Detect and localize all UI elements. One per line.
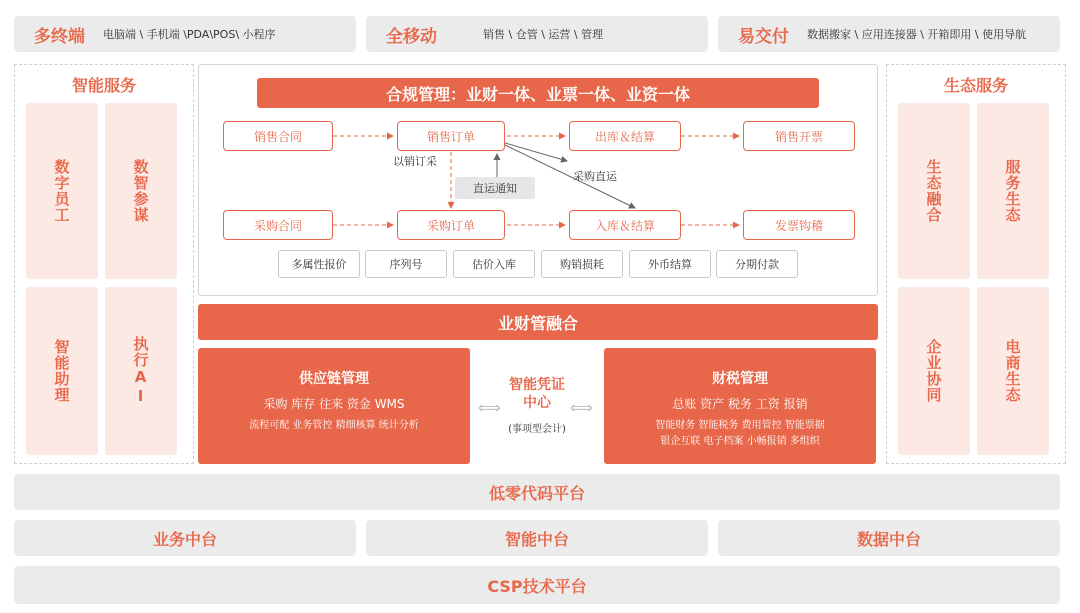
finance-tax-title: 财税管理: [712, 371, 768, 387]
node-sales-order: 销售订单: [397, 121, 505, 151]
smart-middle-platform: 智能中台: [366, 520, 708, 556]
feature-chip: 购销损耗: [541, 250, 623, 278]
smart-service-title: 智能服务: [71, 76, 136, 95]
top-card-title: 全移动: [386, 26, 437, 47]
top-card-desc: 电脑端 \ 手机端 \PDA\POS\ 小程序: [103, 28, 276, 41]
feature-chip: 多属性报价: [278, 250, 360, 278]
smart-service-panel: [14, 64, 194, 464]
node-sales-contract: 销售合同: [223, 121, 333, 151]
card-label: 数字员工: [52, 159, 71, 223]
supply-chain-line1: 采购 库存 往来 资金 WMS: [263, 397, 405, 411]
direct-notice-box: 直运通知: [455, 177, 535, 199]
node-purchase-contract: 采购合同: [223, 210, 333, 240]
card-label: 智能助理: [52, 339, 71, 403]
fusion-bar: 业财管融合: [198, 304, 878, 340]
supply-chain-title: 供应链管理: [299, 371, 369, 387]
voucher-title-line1: 智能凭证: [509, 377, 565, 393]
csp-platform: CSP技术平台: [14, 566, 1060, 604]
card-smart-advisor: [105, 103, 177, 279]
top-card-title: 易交付: [738, 26, 789, 47]
eco-service-panel: [886, 64, 1066, 464]
node-purchase-order: 采购订单: [397, 210, 505, 240]
business-middle-platform: 业务中台: [14, 520, 356, 556]
card-label: 企业协同: [924, 339, 943, 403]
card-label: 数智参谋: [131, 159, 150, 223]
finance-tax-line1: 总账 资产 税务 工资 报销: [672, 397, 808, 411]
node-outbound-settlement: 出库＆结算: [569, 121, 681, 151]
card-digital-employee: [26, 103, 98, 279]
finance-tax-line3: 银企互联 电子档案 小畅报销 多组织: [660, 436, 820, 447]
top-card-title: 多终端: [34, 26, 85, 47]
voucher-sub: (事项型会计): [508, 424, 566, 435]
node-inbound-settlement: 入库＆结算: [569, 210, 681, 240]
voucher-center: [478, 372, 596, 442]
top-card-terminals: [14, 16, 356, 52]
feature-chip: 序列号: [365, 250, 447, 278]
card-enterprise-collab: [898, 287, 970, 455]
card-label: 服务生态: [1003, 159, 1022, 223]
feature-chip: 估价入库: [453, 250, 535, 278]
feature-chip: 外币结算: [629, 250, 711, 278]
card-eco-fusion: [898, 103, 970, 279]
left-right-arrow-icon: ⟺: [570, 398, 593, 417]
anno-purchase-direct: 采购直运: [573, 170, 617, 183]
top-card-desc: 数据搬家 \ 应用连接器 \ 开箱即用 \ 使用导航: [807, 28, 1027, 41]
node-sales-invoice: 销售开票: [743, 121, 855, 151]
card-service-eco: [977, 103, 1049, 279]
card-execute-ai: [105, 287, 177, 455]
top-card-delivery: [718, 16, 1060, 52]
card-label: 执行AI: [131, 336, 150, 406]
left-right-arrow-icon: ⟺: [478, 398, 501, 417]
card-ecommerce-eco: [977, 287, 1049, 455]
top-card-mobile: [366, 16, 708, 52]
finance-tax-line2: 智能财务 智能税务 费用管控 智能票据: [655, 420, 825, 431]
voucher-title-line2: 中心: [523, 395, 551, 411]
node-invoice-check: 发票钩稽: [743, 210, 855, 240]
data-middle-platform: 数据中台: [718, 520, 1060, 556]
supply-chain-card: [198, 348, 470, 464]
eco-service-title: 生态服务: [943, 76, 1008, 95]
top-card-desc: 销售 \ 仓管 \ 运营 \ 管理: [483, 28, 604, 41]
voucher-title: [502, 376, 572, 412]
card-label: 电商生态: [1003, 339, 1022, 403]
finance-tax-card: [604, 348, 876, 464]
compliance-title: 合规管理：业财一体、业票一体、业资一体: [257, 78, 819, 108]
feature-chip: 分期付款: [716, 250, 798, 278]
supply-chain-line2: 流程可配 业务管控 精细核算 统计分析: [249, 420, 419, 431]
anno-by-sales: 以销订采: [393, 155, 437, 168]
lowcode-platform: 低零代码平台: [14, 474, 1060, 510]
card-label: 生态融合: [924, 159, 943, 223]
card-smart-assistant: [26, 287, 98, 455]
